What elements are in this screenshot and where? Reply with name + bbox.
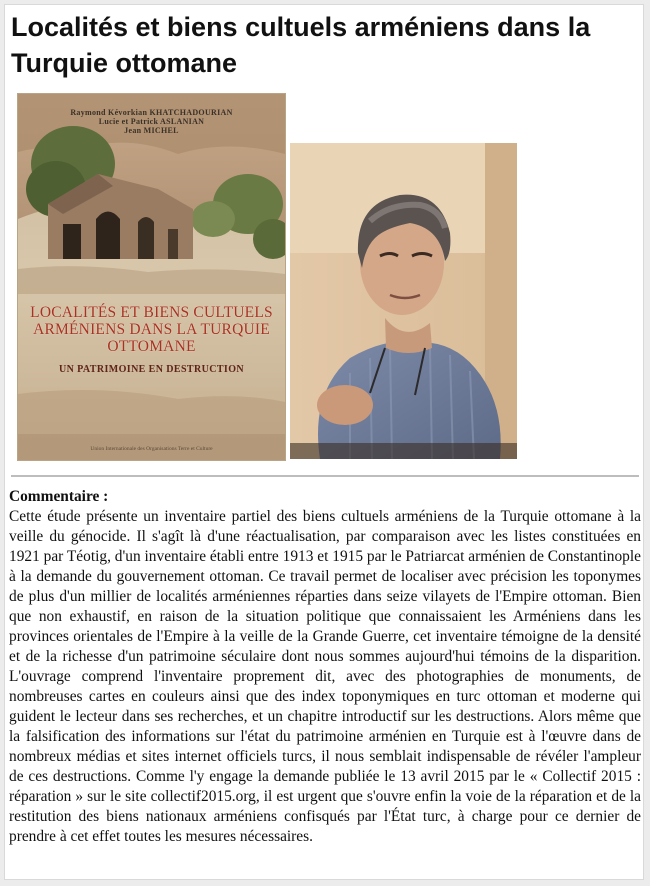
author-portrait-photo <box>290 143 517 459</box>
book-author: Lucie et Patrick ASLANIAN <box>98 117 205 126</box>
book-cover-image <box>17 93 286 461</box>
page-title: Localités et biens cultuels arméniens dans la Turquie ottomane <box>11 12 591 78</box>
book-cover-subtitle: UN PATRIMOINE EN DESTRUCTION <box>58 364 244 375</box>
commentary-label: Commentaire : <box>9 488 109 505</box>
commentary-text: Cette étude présente un inventaire partiel des biens cultuels arméniens de la Turquie ottomane à la veille du génocide. Il s'agît là d'une réactualisation, par comparaison avec les listes constituées en 1921 par Téotig, d'un inventaire établi entre 1913 et 1915 par le Patriarcat arménien de Constantinople à la demande du gouvernement ottoman. Ce travail permet de localiser avec précision les toponymes de plus d'un millier de localités arméniennes réparties dans seize vilayets de l'Empire ottoman. Bien que non exhaustif, en raison de la situation politique que connaissaient les Arméniens dans les provinces orientales de l'Empire à la veille de la Grande Guerre, cet inventaire témoigne de la densité et de la richesse d'un patrimoine séculaire dont nous sommes aujourd'hui témoins de la disparition. L'ouvrage comprend l'inventaire proprement dit, avec des photographies de monuments, de nombreuses cartes en couleurs ainsi que des index toponymiques en turc ottoman et moderne qui guident le lecteur dans ses recherches, et un chapitre introductif sur les destructions. Alors même que la falsification des informations sur l'état du patrimoine arménien en Turquie est à l'œuvre dans de nombreux médias et sites internet officiels turcs, il nous semblait indispensable de révéler l'ampleur de ces destructions. Comme l'y engage la demande publiée le 13 avril 2015 par le « Collectif 2015 : réparation » sur le site collectif2015.org, il est urgent que s'ouvre enfin la voie de la réparation et de la restitution des biens nationaux arméniens confisqués par l'État turc, à charge pour ce dernier de prendre à cet effet toutes les mesures nécessaires. <box>9 508 641 845</box>
article-page <box>4 4 644 880</box>
book-cover-artwork <box>18 94 285 460</box>
section-divider <box>11 475 639 477</box>
commentary-section <box>9 487 641 847</box>
book-authors <box>18 108 285 135</box>
book-author: Raymond Kévorkian KHATCHADOURIAN <box>70 108 233 117</box>
book-author: Jean MICHEL <box>124 126 179 135</box>
book-cover-title: LOCALITÉS ET BIENS CULTUELS ARMÉNIENS DANS LA TURQUIE OTTOMANE <box>30 304 273 355</box>
portrait-artwork <box>290 143 517 459</box>
book-publisher: Union Internationale des Organisations Terre et Culture <box>90 446 213 452</box>
